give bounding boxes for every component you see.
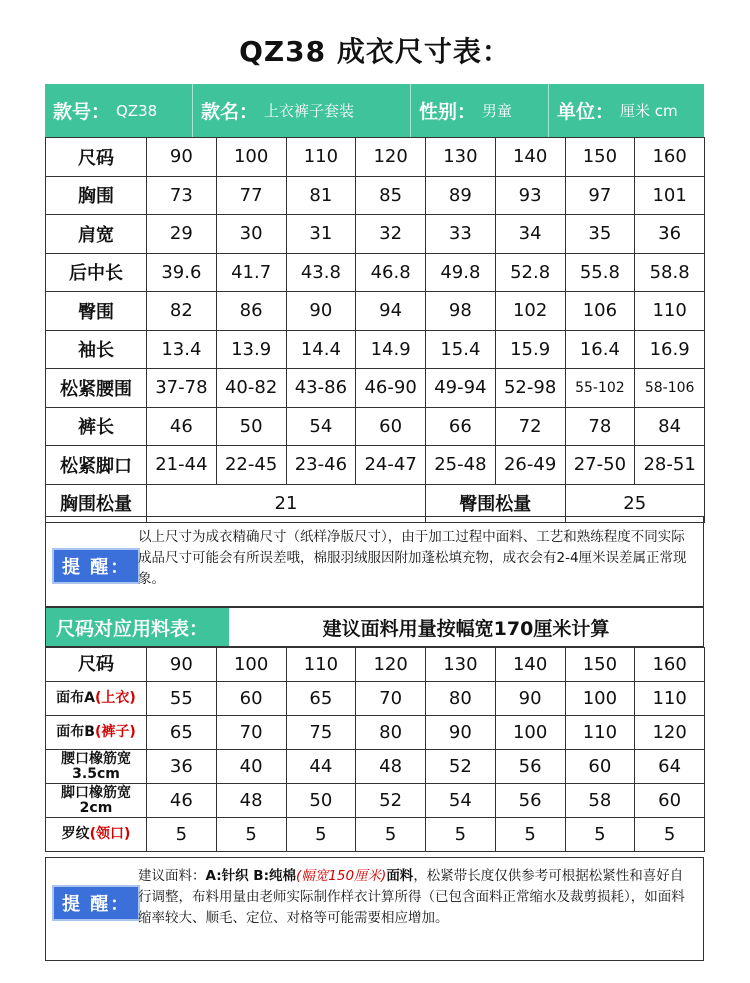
table-cell: 46-90 xyxy=(356,369,426,408)
table-cell: 16.4 xyxy=(565,330,635,369)
reminder-width-note: (幅宽150厘米) xyxy=(296,868,387,884)
table-cell: 22-45 xyxy=(216,446,286,485)
row-label xyxy=(46,750,147,784)
size-row xyxy=(46,138,705,177)
table-cell: 29 xyxy=(147,215,217,254)
table-cell: 5 xyxy=(495,818,565,852)
row-label xyxy=(46,682,147,716)
row-label: 尺码 xyxy=(46,138,147,177)
fabric-row xyxy=(46,716,705,750)
size-row xyxy=(46,292,705,331)
table-cell: 140 xyxy=(495,648,565,682)
fabric-section-header xyxy=(45,607,704,647)
table-cell: 75 xyxy=(286,716,356,750)
table-cell: 5 xyxy=(426,818,496,852)
table-cell: 49.8 xyxy=(426,253,496,292)
table-cell: 44 xyxy=(286,750,356,784)
table-cell: 14.9 xyxy=(356,330,426,369)
fabric-table xyxy=(45,647,705,852)
table-cell: 13.9 xyxy=(216,330,286,369)
table-cell: 52.8 xyxy=(495,253,565,292)
row-label: 松紧腰围 xyxy=(46,369,147,408)
table-cell: 80 xyxy=(356,716,426,750)
size-row xyxy=(46,446,705,485)
unit-value: 厘米 cm xyxy=(620,102,678,120)
table-cell: 58 xyxy=(565,784,635,818)
table-cell: 100 xyxy=(216,138,286,177)
table-cell: 81 xyxy=(286,176,356,215)
fabric-header-row xyxy=(46,648,705,682)
table-cell: 34 xyxy=(495,215,565,254)
row-label: 袖长 xyxy=(46,330,147,369)
table-cell: 23-46 xyxy=(286,446,356,485)
table-cell: 100 xyxy=(565,682,635,716)
table-cell: 55 xyxy=(147,682,217,716)
table-cell: 106 xyxy=(565,292,635,331)
size-row xyxy=(46,253,705,292)
table-cell: 86 xyxy=(216,292,286,331)
table-cell: 26-49 xyxy=(495,446,565,485)
table-cell: 56 xyxy=(495,750,565,784)
table-cell: 110 xyxy=(286,648,356,682)
row-label-text: 脚口橡筋宽2cm xyxy=(61,784,131,816)
table-cell: 84 xyxy=(635,407,705,446)
table-cell: 48 xyxy=(356,750,426,784)
row-label: 裤长 xyxy=(46,407,147,446)
table-cell: 150 xyxy=(565,138,635,177)
table-cell: 33 xyxy=(426,215,496,254)
reminder-fabric-word: 面料 xyxy=(386,868,414,884)
table-cell: 36 xyxy=(635,215,705,254)
table-cell: 5 xyxy=(216,818,286,852)
table-cell: 90 xyxy=(286,292,356,331)
hip-ease-label: 臀围松量 xyxy=(426,484,566,523)
table-cell: 60 xyxy=(356,407,426,446)
table-cell: 35 xyxy=(565,215,635,254)
row-label xyxy=(46,818,147,852)
reminder-fabric-types: A:针织 B:纯棉 xyxy=(205,868,296,884)
table-cell: 160 xyxy=(635,648,705,682)
reminder-box-1 xyxy=(45,516,704,607)
table-cell: 110 xyxy=(635,292,705,331)
size-row xyxy=(46,369,705,408)
fabric-row xyxy=(46,784,705,818)
table-cell: 32 xyxy=(356,215,426,254)
table-cell: 110 xyxy=(286,138,356,177)
table-cell: 5 xyxy=(635,818,705,852)
table-cell: 5 xyxy=(565,818,635,852)
table-cell: 90 xyxy=(495,682,565,716)
table-cell: 30 xyxy=(216,215,286,254)
row-label: 胸围 xyxy=(46,176,147,215)
fabric-row xyxy=(46,750,705,784)
table-cell: 65 xyxy=(286,682,356,716)
chest-ease-value: 21 xyxy=(147,484,426,523)
row-label-note: (领口) xyxy=(89,826,131,842)
table-cell: 90 xyxy=(426,716,496,750)
reminder-tag: 提 醒： xyxy=(52,548,140,584)
table-cell: 160 xyxy=(635,138,705,177)
hip-ease-value: 25 xyxy=(565,484,705,523)
table-cell: 28-51 xyxy=(635,446,705,485)
table-cell: 25-48 xyxy=(426,446,496,485)
reminder-part: ，松紧带长度仅供参考可根据松紧性和喜好自行调整，布料用量由老师实际制作样衣计算所得（已包含面料正常缩水及裁剪损耗），如面料缩率较大、顺毛、定位、对格等可能需要相应增加。 xyxy=(138,868,685,926)
fabric-section-title: 尺码对应用料表： xyxy=(46,608,229,646)
reminder-text xyxy=(138,866,695,929)
table-cell: 150 xyxy=(565,648,635,682)
table-cell: 70 xyxy=(356,682,426,716)
table-cell: 130 xyxy=(426,648,496,682)
gender-label: 性别： xyxy=(419,101,477,123)
table-cell: 120 xyxy=(356,648,426,682)
reminder-text: 以上尺寸为成衣精确尺寸（纸样净版尺寸），由于加工过程中面料、工艺和熟练程度不同实际成品尺寸可能会有所误差哦，棉服羽绒服因附加蓬松填充物，成衣会有2-4厘米误差属正常现象。 xyxy=(138,529,687,587)
table-cell: 27-50 xyxy=(565,446,635,485)
table-cell: 60 xyxy=(216,682,286,716)
row-label: 后中长 xyxy=(46,253,147,292)
table-cell: 54 xyxy=(426,784,496,818)
table-cell: 50 xyxy=(286,784,356,818)
table-cell: 120 xyxy=(635,716,705,750)
style-name-cell xyxy=(193,84,411,137)
size-row xyxy=(46,330,705,369)
table-cell: 100 xyxy=(495,716,565,750)
row-label-text: 腰口橡筋宽3.5cm xyxy=(61,750,131,782)
table-cell: 70 xyxy=(216,716,286,750)
gender-value: 男童 xyxy=(482,102,513,120)
size-row xyxy=(46,407,705,446)
table-cell: 90 xyxy=(147,138,217,177)
table-cell: 40-82 xyxy=(216,369,286,408)
row-label xyxy=(46,784,147,818)
page-title: QZ38 成衣尺寸表： xyxy=(239,35,511,68)
row-label: 肩宽 xyxy=(46,215,147,254)
table-cell: 73 xyxy=(147,176,217,215)
table-cell: 52 xyxy=(426,750,496,784)
table-cell: 15.9 xyxy=(495,330,565,369)
table-cell: 102 xyxy=(495,292,565,331)
table-cell: 16.9 xyxy=(635,330,705,369)
fabric-row xyxy=(46,682,705,716)
table-cell: 36 xyxy=(147,750,217,784)
table-cell: 78 xyxy=(565,407,635,446)
reminder-box-2 xyxy=(45,857,704,961)
table-cell: 52 xyxy=(356,784,426,818)
row-label: 尺码 xyxy=(46,648,147,682)
row-label-note: (裤子) xyxy=(94,724,136,740)
style-name-value: 上衣裤子套装 xyxy=(264,102,355,120)
table-cell: 98 xyxy=(426,292,496,331)
table-cell: 50 xyxy=(216,407,286,446)
table-cell: 21-44 xyxy=(147,446,217,485)
reminder-part: 建议面料： xyxy=(138,868,206,884)
table-cell: 48 xyxy=(216,784,286,818)
table-cell: 130 xyxy=(426,138,496,177)
row-label: 臀围 xyxy=(46,292,147,331)
table-cell: 60 xyxy=(635,784,705,818)
table-cell: 46 xyxy=(147,407,217,446)
reminder-tag: 提 醒： xyxy=(52,885,140,921)
table-cell: 80 xyxy=(426,682,496,716)
size-row xyxy=(46,176,705,215)
table-cell: 85 xyxy=(356,176,426,215)
table-cell: 54 xyxy=(286,407,356,446)
table-cell: 31 xyxy=(286,215,356,254)
table-cell: 58-106 xyxy=(635,369,705,408)
fabric-row xyxy=(46,818,705,852)
table-cell: 40 xyxy=(216,750,286,784)
table-cell: 41.7 xyxy=(216,253,286,292)
table-cell: 64 xyxy=(635,750,705,784)
table-cell: 24-47 xyxy=(356,446,426,485)
table-cell: 77 xyxy=(216,176,286,215)
row-label-text: 面布A xyxy=(56,690,96,706)
table-cell: 46 xyxy=(147,784,217,818)
table-cell: 43.8 xyxy=(286,253,356,292)
table-cell: 60 xyxy=(565,750,635,784)
table-cell: 90 xyxy=(147,648,217,682)
table-cell: 46.8 xyxy=(356,253,426,292)
style-no-cell xyxy=(45,84,193,137)
table-cell: 5 xyxy=(147,818,217,852)
style-no-value: QZ38 xyxy=(116,101,158,120)
table-cell: 39.6 xyxy=(147,253,217,292)
size-row xyxy=(46,215,705,254)
table-cell: 13.4 xyxy=(147,330,217,369)
gender-cell xyxy=(411,84,549,137)
row-label-text: 罗纹 xyxy=(61,826,90,842)
table-cell: 110 xyxy=(635,682,705,716)
table-cell: 72 xyxy=(495,407,565,446)
row-label xyxy=(46,716,147,750)
table-cell: 58.8 xyxy=(635,253,705,292)
table-cell: 101 xyxy=(635,176,705,215)
table-cell: 49-94 xyxy=(426,369,496,408)
size-table xyxy=(45,137,705,523)
table-cell: 14.4 xyxy=(286,330,356,369)
unit-cell xyxy=(549,84,704,137)
style-name-label: 款名： xyxy=(201,101,259,123)
table-cell: 55.8 xyxy=(565,253,635,292)
row-label-text: 面布B xyxy=(56,724,95,740)
table-cell: 37-78 xyxy=(147,369,217,408)
table-cell: 66 xyxy=(426,407,496,446)
product-info-bar xyxy=(45,84,704,137)
table-cell: 15.4 xyxy=(426,330,496,369)
table-cell: 120 xyxy=(356,138,426,177)
table-cell: 82 xyxy=(147,292,217,331)
row-label: 松紧脚口 xyxy=(46,446,147,485)
chest-ease-label: 胸围松量 xyxy=(46,484,147,523)
style-no-label: 款号： xyxy=(53,101,111,123)
table-cell: 94 xyxy=(356,292,426,331)
table-cell: 55-102 xyxy=(565,369,635,408)
unit-label: 单位： xyxy=(557,101,615,123)
table-cell: 100 xyxy=(216,648,286,682)
table-cell: 5 xyxy=(286,818,356,852)
table-cell: 65 xyxy=(147,716,217,750)
table-cell: 93 xyxy=(495,176,565,215)
table-cell: 43-86 xyxy=(286,369,356,408)
table-cell: 52-98 xyxy=(495,369,565,408)
table-cell: 97 xyxy=(565,176,635,215)
table-cell: 110 xyxy=(565,716,635,750)
table-cell: 5 xyxy=(356,818,426,852)
fabric-section-subtitle: 建议面料用量按幅宽170厘米计算 xyxy=(322,617,610,640)
table-cell: 89 xyxy=(426,176,496,215)
row-label-note: (上衣) xyxy=(95,690,136,706)
table-cell: 56 xyxy=(495,784,565,818)
table-cell: 140 xyxy=(495,138,565,177)
